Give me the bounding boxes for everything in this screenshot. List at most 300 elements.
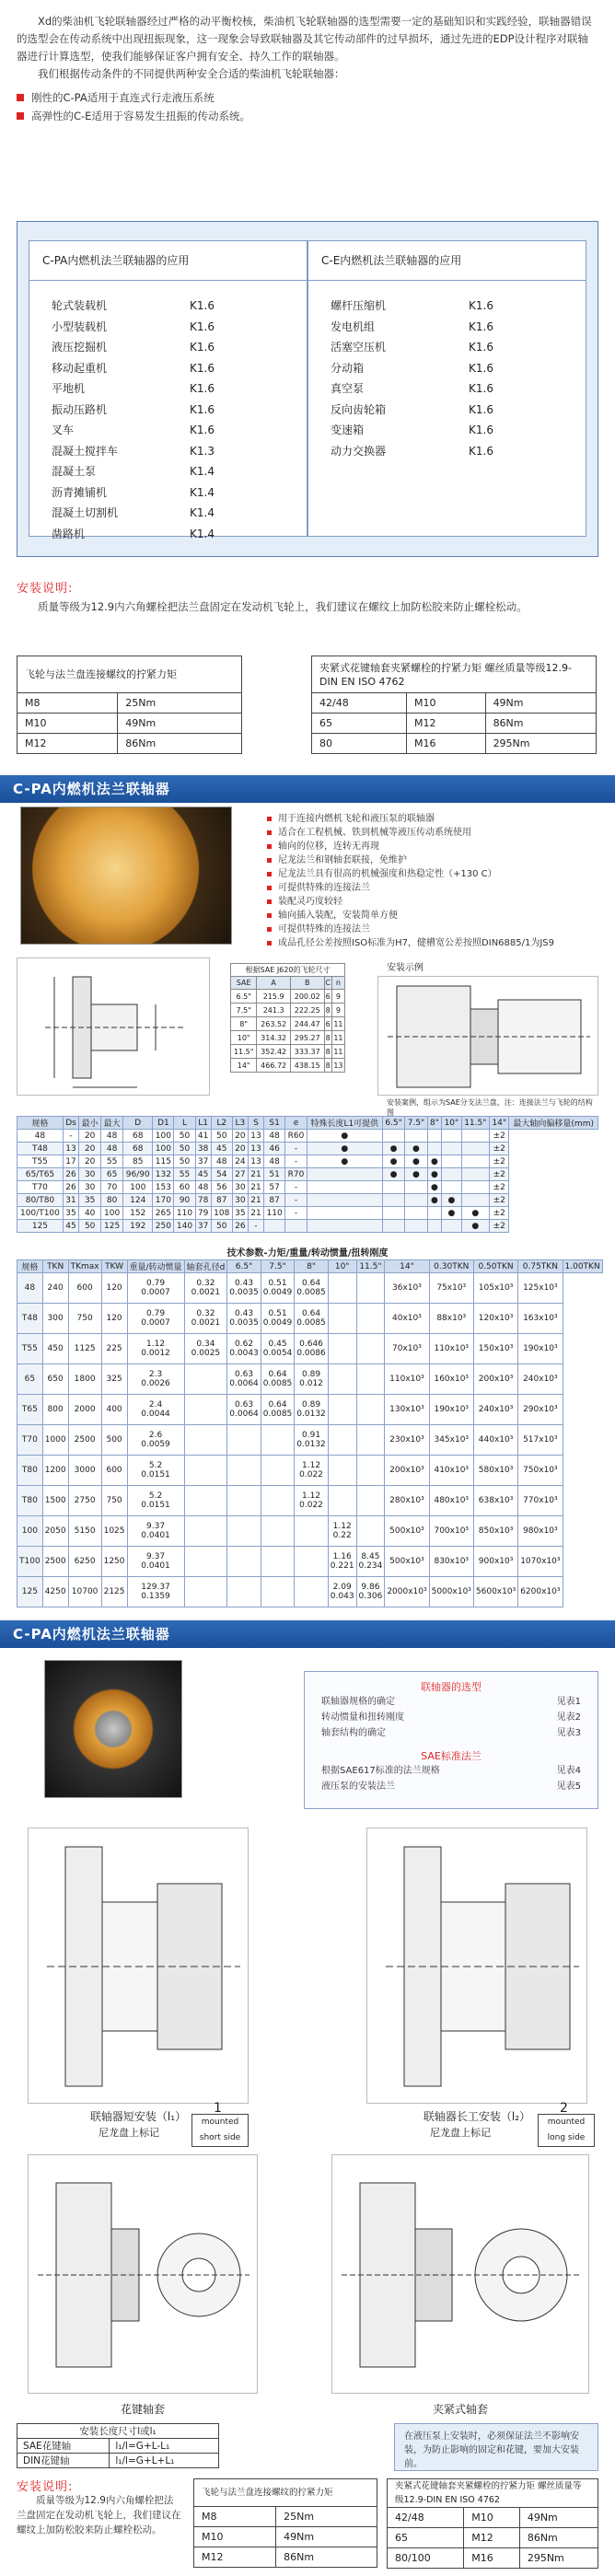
selection-title: 联轴器的选型 (421, 1681, 482, 1693)
table-cell: 68 (123, 1130, 153, 1143)
table-cell: 215.9 (257, 990, 291, 1004)
dim-header-row (17, 1117, 598, 1130)
table-cell: 300 (42, 1304, 68, 1334)
table-header-cell: 14" (489, 1117, 508, 1130)
table-cell: 35 (79, 1194, 101, 1207)
table-cell (307, 1181, 382, 1194)
table-cell: 11 (331, 1045, 344, 1059)
table-cell: 20 (232, 1130, 248, 1143)
table-cell: 13 (331, 1059, 344, 1073)
app-name: 振动压路机 (52, 402, 108, 416)
table-cell: 290x10³ (518, 1395, 563, 1425)
table-cell: 2500 (42, 1547, 68, 1577)
length-title: 安装长度尺寸l或l₁ (17, 2424, 219, 2439)
table-cell: 100/T100 (17, 1207, 64, 1220)
table-cell: 2750 (68, 1486, 101, 1516)
table-cell: 6.5" (231, 990, 257, 1004)
table-cell: - (285, 1143, 308, 1155)
table-cell: 130x10³ (385, 1395, 429, 1425)
install-note: 安装案例，组示为SAE分支法兰盘，注：连接法兰与飞轮的结构图 (387, 1098, 593, 1117)
table-header-cell: 0.75TKN (518, 1260, 563, 1273)
table-header-cell: 最大轴向偏移量(mm) (509, 1117, 598, 1130)
table-cell (307, 1194, 382, 1207)
table-cell (328, 1425, 356, 1456)
table-cell: 170 (153, 1194, 174, 1207)
table-cell (307, 1207, 382, 1220)
table-cell: ● (427, 1155, 441, 1168)
table-cell: 244.47 (290, 1017, 324, 1031)
table-cell: 68 (123, 1143, 153, 1155)
app-name: 液压挖掘机 (52, 341, 108, 354)
table-cell: 750 (101, 1486, 127, 1516)
table-cell: T55 (17, 1155, 64, 1168)
table-cell: 0.89 0.0132 (295, 1395, 329, 1425)
table-cell (295, 1547, 329, 1577)
safety-text: 质量等级为12.9内六角螺栓把法兰盘固定在发动机飞轮上，我们建议在螺纹上加防松胶来防止螺栓松动。 (38, 600, 528, 613)
table-cell: ±2 (489, 1194, 508, 1207)
table-header-cell: S1 (264, 1117, 285, 1130)
table-cell: 8 (324, 1045, 331, 1059)
dim-row (17, 1168, 598, 1181)
table-cell: 0.32 0.0021 (184, 1304, 227, 1334)
table-header-cell: 规格 (17, 1260, 43, 1273)
table-cell: 1800 (68, 1364, 101, 1395)
table-cell: T70 (17, 1181, 64, 1194)
table-header-cell: C (324, 977, 331, 990)
app-factor: K1.6 (190, 402, 215, 416)
table-cell: 8 (324, 1031, 331, 1045)
table-cell: 400 (101, 1395, 127, 1425)
table-cell: - (285, 1194, 308, 1207)
table-header-cell: 7.5" (405, 1117, 427, 1130)
table-cell (382, 1207, 404, 1220)
table-cell: 20 (79, 1155, 101, 1168)
app-factor: K1.6 (469, 444, 493, 458)
feature-item: 适合在工程机械、铁到机械等液压传动系统使用 (267, 826, 598, 840)
table-cell: ±2 (489, 1130, 508, 1143)
selection-label: 联轴器规格的确定 (321, 1697, 395, 1707)
table-cell (382, 1130, 404, 1143)
table-cell: 8 (324, 1004, 331, 1017)
app-name: 小型装载机 (52, 319, 108, 333)
app-name: 轮式装载机 (52, 299, 108, 312)
table-cell: 240x10³ (518, 1364, 563, 1395)
table-cell: 280x10³ (385, 1486, 429, 1516)
table-cell: 295Nm (485, 734, 596, 754)
app-row (29, 461, 307, 482)
tech-header-row (17, 1260, 603, 1273)
table-cell: 830x10³ (429, 1547, 473, 1577)
table-cell: 30 (79, 1181, 101, 1194)
table-cell: - (63, 1130, 78, 1143)
table-cell: 129.37 0.1359 (127, 1577, 184, 1607)
table-cell: 100 (101, 1207, 123, 1220)
table-cell: 2.6 0.0059 (127, 1425, 184, 1456)
table-cell: M10 (17, 714, 118, 734)
table-cell: 24 (232, 1155, 248, 1168)
table-header-cell: TKN (42, 1260, 68, 1273)
table-cell: - (285, 1181, 308, 1194)
table-cell: 700x10³ (429, 1516, 473, 1547)
table-cell (356, 1456, 385, 1486)
torque-row (388, 2548, 598, 2569)
table-cell: 20 (79, 1130, 101, 1143)
table-cell (227, 1577, 261, 1607)
table-cell (184, 1395, 227, 1425)
app-row (308, 337, 586, 358)
table-header-cell: 7.5" (261, 1260, 295, 1273)
table-cell: 240 (42, 1273, 68, 1304)
table-cell (427, 1220, 441, 1233)
tech-row (17, 1364, 603, 1395)
intro-paragraph-1: Xd的柴油机飞轮联轴器经过严格的动平衡校核，柴油机飞轮联轴器的选型需要一定的基础知识和实践经验，联轴器错误的选型会在传动系统中出现扭振现象，这一现象会导致联轴器及其它传动部件的过早损坏，通过先进的EDP设计程序对联轴器进行计算选型，使我们能够保证客户拥有安全、持久工作的联轴器。 (17, 15, 592, 63)
technical-table (17, 1259, 603, 1607)
table-cell: ±2 (489, 1181, 508, 1194)
table-cell: 100 (153, 1130, 174, 1143)
sae-flywheel-table (230, 963, 345, 1073)
sae-row (231, 1045, 345, 1059)
table-cell: 225 (101, 1334, 127, 1364)
table-cell: M8 (194, 2507, 276, 2527)
torque-row (194, 2507, 377, 2527)
table-cell: 5.2 0.0151 (127, 1486, 184, 1516)
table-cell: 21 (248, 1168, 263, 1181)
table-cell (427, 1143, 441, 1155)
table-cell: 153 (153, 1181, 174, 1194)
table-cell: M10 (194, 2527, 276, 2547)
torque-row (388, 2508, 598, 2528)
table-cell: ● (442, 1194, 461, 1207)
install-drawing (377, 976, 598, 1096)
table-cell: R70 (285, 1168, 308, 1181)
table-cell: 450 (42, 1334, 68, 1364)
table-cell (356, 1364, 385, 1395)
table-cell: 48 (101, 1143, 123, 1155)
long-install-sub: 尼龙盘上标记 (430, 2127, 491, 2139)
feature-item: 成品孔径公差按照ISO标准为H7，健槽宽公差按照DIN6885/1为JS9 (267, 936, 598, 950)
table-header-cell: 规格 (17, 1117, 64, 1130)
table-cell: 2125 (101, 1577, 127, 1607)
table-cell: 51 (264, 1168, 285, 1181)
app-factor: K1.6 (190, 341, 215, 354)
table-cell: 46 (264, 1143, 285, 1155)
app-factor: K1.4 (190, 465, 215, 478)
torque-row (194, 2547, 377, 2568)
torque-table-flywheel-2 (193, 2478, 377, 2568)
table-header-cell: D (123, 1117, 153, 1130)
table-cell (285, 1220, 308, 1233)
table-cell: 96/90 (123, 1168, 153, 1181)
table-cell: M16 (464, 2548, 520, 2569)
clamp-hub-drawing (331, 2154, 589, 2394)
coupling-photo-2 (44, 1660, 182, 1798)
safety-title: 安装说明: (17, 582, 74, 596)
table-cell: 65 (388, 2528, 464, 2548)
mount-side: long side (547, 2133, 586, 2142)
mount-label: mounted (547, 2118, 586, 2127)
table-cell: ● (427, 1181, 441, 1194)
table-cell: 500 (101, 1425, 127, 1456)
table-cell: T55 (17, 1334, 43, 1364)
table-cell: 500x10³ (385, 1516, 429, 1547)
table-cell: 80 (312, 734, 407, 754)
table-header-cell: B (290, 977, 324, 990)
table-cell: ● (405, 1168, 427, 1181)
selection-ref: 见表5 (556, 1781, 581, 1792)
table-cell: 160x10³ (429, 1364, 473, 1395)
table-cell (261, 1425, 295, 1456)
feature-item: 尼龙法兰具有很高的机械强度和热稳定性（+130 C） (267, 867, 598, 881)
table-cell: 48 (264, 1155, 285, 1168)
table-cell: 100 (17, 1516, 43, 1547)
table-cell: ● (427, 1168, 441, 1181)
long-install-caption: 联轴器长工安装（l₂） (423, 2110, 531, 2123)
table-cell: 86Nm (276, 2547, 377, 2568)
table-cell: 410x10³ (429, 1456, 473, 1486)
short-install-drawing (28, 1828, 249, 2104)
selection-line (305, 1694, 598, 1710)
table-cell: 1250 (101, 1547, 127, 1577)
selection-line (305, 1725, 598, 1741)
section-banner-2: C-PA内燃机法兰联轴器 (0, 1620, 615, 1648)
feature-list (267, 812, 598, 950)
coupling-photo (20, 806, 232, 945)
table-cell (261, 1456, 295, 1486)
tech-row (17, 1273, 603, 1304)
app-name: 真空泵 (331, 382, 365, 395)
table-cell: 1000 (42, 1425, 68, 1456)
table-cell (307, 1220, 382, 1233)
table-cell: l₁/l=G+L-L₁ (110, 2439, 219, 2454)
table-cell: 13 (63, 1143, 78, 1155)
table-cell: 48 (264, 1130, 285, 1143)
feature-item: 可提供特殊的连接法兰 (267, 881, 598, 895)
table-cell (261, 1577, 295, 1607)
table-cell: ±2 (489, 1220, 508, 1233)
table-cell: ±2 (489, 1168, 508, 1181)
torque-row (194, 2527, 377, 2547)
table-cell (227, 1516, 261, 1547)
table-cell: 49Nm (118, 714, 242, 734)
app-name: 动力交换器 (331, 444, 387, 458)
table-cell: 120 (101, 1273, 127, 1304)
app-name: 发电机组 (331, 319, 376, 333)
length-table (17, 2423, 219, 2468)
table-cell: 0.62 0.0043 (227, 1334, 261, 1364)
table-cell: ● (382, 1143, 404, 1155)
table-cell (356, 1273, 385, 1304)
table-cell: ● (442, 1207, 461, 1220)
table-cell: 1.12 0.0012 (127, 1334, 184, 1364)
app-row (308, 400, 586, 421)
table-cell (442, 1155, 461, 1168)
table-cell: T80 (17, 1486, 43, 1516)
tech-row (17, 1304, 603, 1334)
table-cell: 9.37 0.0401 (127, 1516, 184, 1547)
table-cell: 86Nm (519, 2528, 598, 2548)
table-header-cell: SAE (231, 977, 257, 990)
table-cell (184, 1486, 227, 1516)
table-header-cell: L1 (195, 1117, 211, 1130)
table-header-cell: 0.30TKN (429, 1260, 473, 1273)
table-header-cell: n (331, 977, 344, 990)
section-banner-1: C-PA内燃机法兰联轴器 (0, 775, 615, 803)
table-cell: 9 (331, 1004, 344, 1017)
table-cell: 600 (101, 1456, 127, 1486)
table-cell: 8 (324, 1059, 331, 1073)
table-cell: 50 (174, 1130, 195, 1143)
table-cell: 152 (123, 1207, 153, 1220)
app-name: 移动起重机 (52, 361, 108, 375)
table-cell: 150x10³ (473, 1334, 517, 1364)
app-row (29, 482, 307, 504)
table-cell: ● (382, 1155, 404, 1168)
table-cell (461, 1143, 489, 1155)
table-header-cell: Ds (63, 1117, 78, 1130)
table-cell: 5600x10³ (473, 1577, 517, 1607)
table-cell: ● (307, 1155, 382, 1168)
table-cell: ● (461, 1220, 489, 1233)
torque-table-flywheel (17, 656, 242, 754)
table-cell: 140 (174, 1220, 195, 1233)
table-cell: T80 (17, 1456, 43, 1486)
table-header-cell: 最大 (101, 1117, 123, 1130)
table-cell: 31 (63, 1194, 78, 1207)
app-left-title: C-PA内燃机法兰联轴器的应用 (29, 240, 308, 281)
table-cell: SAE花键轴 (17, 2439, 110, 2454)
app-factor: K1.6 (190, 361, 215, 375)
table-cell: ±2 (489, 1143, 508, 1155)
table-cell: 20 (232, 1143, 248, 1155)
table-cell (405, 1181, 427, 1194)
table-cell: 230x10³ (385, 1425, 429, 1456)
table-cell: 6250 (68, 1547, 101, 1577)
table-cell: 115 (153, 1155, 174, 1168)
table-cell (442, 1168, 461, 1181)
selection-ref: 见表4 (556, 1766, 581, 1776)
app-name: 叉车 (52, 424, 75, 436)
table-cell: 30 (79, 1168, 101, 1181)
table-header-cell: 轴套孔径d (184, 1260, 227, 1273)
app-factor: K1.6 (469, 319, 493, 333)
table-cell: T48 (17, 1304, 43, 1334)
torque-row (312, 693, 597, 714)
selection-label: 液压泵的安装法兰 (321, 1781, 395, 1792)
app-row (29, 317, 307, 338)
table-cell: 125 (17, 1577, 43, 1607)
table-cell: 0.89 0.012 (295, 1364, 329, 1395)
app-name: 螺杆压缩机 (331, 299, 387, 312)
table-cell: 30 (232, 1194, 248, 1207)
table-cell: 0.64 0.0085 (261, 1364, 295, 1395)
table-cell: 200.02 (290, 990, 324, 1004)
selection-line (305, 1763, 598, 1779)
sae-table-title: 根据SAE J620的飞轮尺寸 (231, 964, 345, 977)
table-cell: ● (307, 1143, 382, 1155)
table-cell: 65 (17, 1364, 43, 1395)
table-cell: 222.25 (290, 1004, 324, 1017)
table-cell: 0.34 0.0025 (184, 1334, 227, 1364)
sae-row (231, 1004, 345, 1017)
table-header-cell: 6.5" (382, 1117, 404, 1130)
app-factor: K1.6 (469, 402, 493, 416)
table-cell (461, 1194, 489, 1207)
table-cell: 21 (248, 1181, 263, 1194)
app-row (308, 378, 586, 400)
table-cell: ● (382, 1168, 404, 1181)
app-name: 反向齿轮箱 (331, 402, 387, 416)
table-cell: 1200 (42, 1456, 68, 1486)
table-cell (382, 1194, 404, 1207)
table-header-cell: 14" (385, 1260, 429, 1273)
coupling-drawing (17, 957, 210, 1096)
table-cell: 78 (195, 1194, 211, 1207)
table-cell: 0.63 0.0064 (227, 1364, 261, 1395)
table-cell: 5150 (68, 1516, 101, 1547)
table-cell: 132 (153, 1168, 174, 1181)
table-header-cell: L2 (211, 1117, 232, 1130)
sae-row (231, 1059, 345, 1073)
tech-row (17, 1547, 603, 1577)
application-table (17, 221, 598, 557)
torque-row (312, 714, 597, 734)
table-cell: 6 (324, 1017, 331, 1031)
table-header-cell: 特殊长度L1可提供 (307, 1117, 382, 1130)
table-cell: M12 (406, 714, 485, 734)
table-cell: 37 (195, 1155, 211, 1168)
table-cell (427, 1130, 441, 1143)
table-cell: 110x10³ (385, 1364, 429, 1395)
table-cell: 0.91 0.0132 (295, 1425, 329, 1456)
table-cell: 1.12 0.022 (295, 1486, 329, 1516)
table-cell: 325 (101, 1364, 127, 1395)
table-cell: 38 (195, 1143, 211, 1155)
long-mount-box (538, 2114, 595, 2147)
selection-ref: 见表2 (556, 1712, 581, 1723)
app-factor: K1.6 (469, 382, 493, 395)
table-cell: 314.32 (257, 1031, 291, 1045)
table-cell: 163x10³ (518, 1304, 563, 1334)
table-cell: 1125 (68, 1334, 101, 1364)
table-cell: ±2 (489, 1207, 508, 1220)
table-cell: 48 (17, 1273, 43, 1304)
table-cell: 25Nm (118, 693, 242, 714)
table-cell: 2.4 0.0044 (127, 1395, 184, 1425)
table-cell (307, 1168, 382, 1181)
app-row (29, 296, 307, 317)
table-cell: 0.43 0.0035 (227, 1273, 261, 1304)
table-cell: 1500 (42, 1486, 68, 1516)
table-cell: 11 (331, 1031, 344, 1045)
dimension-table (17, 1116, 598, 1233)
table-cell (356, 1486, 385, 1516)
table-cell: 21 (248, 1207, 263, 1220)
table-header-cell: 6.5" (227, 1260, 261, 1273)
table-cell: 65 (312, 714, 407, 734)
table-cell: 5.2 0.0151 (127, 1456, 184, 1486)
table-cell (184, 1364, 227, 1395)
tech-row (17, 1334, 603, 1364)
feature-item: 轴向插入装配，安装简单方便 (267, 909, 598, 922)
table-cell: 54 (211, 1168, 232, 1181)
bullet-c-e: 高弹性的C-E适用于容易发生扭振的传动系统。 (17, 107, 597, 125)
table-cell: 45 (211, 1143, 232, 1155)
table-cell: 250 (153, 1220, 174, 1233)
table-cell (261, 1486, 295, 1516)
mounting-notice: 在液压泵上安装时，必须保证法兰不影响安装，为防止影响的固定和花键，要加大安装前。 (394, 2423, 598, 2471)
table-header-cell: TKmax (68, 1260, 101, 1273)
intro-section (17, 13, 597, 125)
